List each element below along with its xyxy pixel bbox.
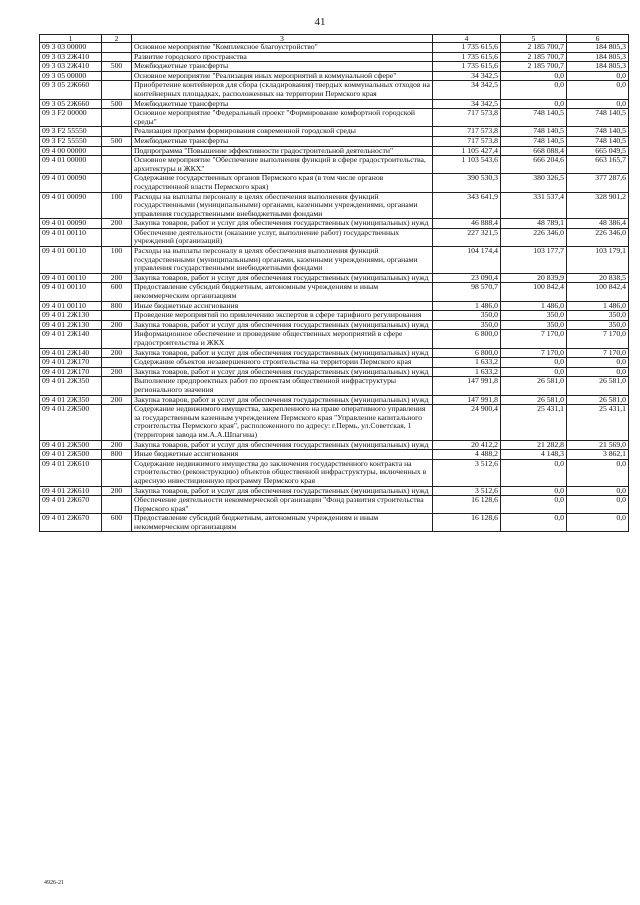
amount-col4-cell: 717 573,8 xyxy=(433,127,501,137)
amount-col4-cell: 34 342,5 xyxy=(433,99,501,109)
table-row xyxy=(40,146,629,156)
row-code-cell: 09 4 01 2Ж140 xyxy=(40,348,102,358)
expense-type-cell: 200 xyxy=(102,367,132,377)
expense-type-cell xyxy=(102,496,132,514)
amount-col6-cell: 0,0 xyxy=(567,459,629,486)
description-cell: Обеспечение деятельности (оказание услуг, выполнение работ) государственных учреждений (организаций) xyxy=(132,228,433,246)
amount-col6-cell: 25 431,1 xyxy=(567,405,629,440)
expense-type-cell: 100 xyxy=(102,247,132,274)
amount-col6-cell: 3 862,1 xyxy=(567,450,629,460)
amount-col5-cell: 7 170,0 xyxy=(501,348,567,358)
amount-col5-cell: 350,0 xyxy=(501,320,567,330)
row-code-cell: 09 4 01 2Ж500 xyxy=(40,405,102,440)
amount-col6-cell: 0,0 xyxy=(567,486,629,496)
amount-col5-cell: 26 581,0 xyxy=(501,395,567,405)
footer-code: 4926-21 xyxy=(44,880,64,886)
expense-type-cell xyxy=(102,311,132,321)
amount-col6-cell: 226 346,0 xyxy=(567,228,629,246)
amount-col6-cell: 20 838,5 xyxy=(567,273,629,283)
description-cell: Расходы на выплаты персоналу в целях обеспечения выполнения функций государственными (муниципальными) органами, казенными учреждениями, органами управления государственными внебюджетными фондами xyxy=(132,192,433,219)
table-row xyxy=(40,273,629,283)
row-code-cell: 09 3 05 2Ж660 xyxy=(40,81,102,99)
description-cell: Закупка товаров, работ и услуг для обеспечения государственных (муниципальных) нужд xyxy=(132,320,433,330)
expense-type-cell xyxy=(102,81,132,99)
table-row xyxy=(40,99,629,109)
amount-col6-cell: 7 170,0 xyxy=(567,348,629,358)
amount-col4-cell: 34 342,5 xyxy=(433,71,501,81)
expense-type-cell xyxy=(102,174,132,192)
expense-type-cell: 800 xyxy=(102,301,132,311)
amount-col5-cell: 1 486,0 xyxy=(501,301,567,311)
description-cell: Информационное обеспечение и проведение общественных мероприятий в сфере градостроительства и ЖКХ xyxy=(132,330,433,348)
row-code-cell: 09 3 03 00000 xyxy=(40,43,102,53)
table-row xyxy=(40,450,629,460)
row-code-cell: 09 4 01 00110 xyxy=(40,247,102,274)
table-row xyxy=(40,358,629,368)
amount-col6-cell: 0,0 xyxy=(567,71,629,81)
description-cell: Приобретение контейнеров для сбора (складирования) твердых коммунальных отходов на контейнерных площадках, расположенных на территории Пермского края xyxy=(132,81,433,99)
table-row xyxy=(40,301,629,311)
expense-type-cell: 200 xyxy=(102,440,132,450)
amount-col6-cell: 350,0 xyxy=(567,311,629,321)
amount-col5-cell: 2 185 700,7 xyxy=(501,62,567,72)
table-row xyxy=(40,62,629,72)
row-code-cell: 09 3 F2 55550 xyxy=(40,136,102,146)
description-cell: Межбюджетные трансферты xyxy=(132,99,433,109)
row-code-cell: 09 4 01 2Ж130 xyxy=(40,320,102,330)
amount-col5-cell: 380 326,5 xyxy=(501,174,567,192)
description-cell: Проведение мероприятий по привлечению экспертов в сфере тарифного регулирования xyxy=(132,311,433,321)
table-row xyxy=(40,320,629,330)
amount-col6-cell: 0,0 xyxy=(567,358,629,368)
amount-col4-cell: 4 488,2 xyxy=(433,450,501,460)
amount-col6-cell: 7 170,0 xyxy=(567,330,629,348)
table-row xyxy=(40,514,629,532)
amount-col6-cell: 663 165,7 xyxy=(567,156,629,174)
description-cell: Содержание недвижимого имущества до заключения государственного контракта на строительство (реконструкцию) объектов общественной инфраструктуры, включенных в адресную инвестиционную программу Пермского края xyxy=(132,459,433,486)
amount-col5-cell: 748 140,5 xyxy=(501,136,567,146)
amount-col5-cell: 48 789,1 xyxy=(501,219,567,229)
amount-col5-cell: 25 431,1 xyxy=(501,405,567,440)
expense-type-cell xyxy=(102,109,132,127)
amount-col5-cell: 103 177,7 xyxy=(501,247,567,274)
amount-col4-cell: 390 530,3 xyxy=(433,174,501,192)
table-row xyxy=(40,283,629,301)
table-row xyxy=(40,81,629,99)
amount-col4-cell: 6 800,0 xyxy=(433,348,501,358)
amount-col4-cell: 23 090,4 xyxy=(433,273,501,283)
amount-col5-cell: 26 581,0 xyxy=(501,377,567,395)
description-cell: Основное мероприятие "Обеспечение выполнения функций в сфере градостроительства, архитектуры и ЖКХ" xyxy=(132,156,433,174)
description-cell: Основное мероприятие "Реализация иных мероприятий в коммунальной сфере" xyxy=(132,71,433,81)
amount-col4-cell: 16 128,6 xyxy=(433,496,501,514)
amount-col5-cell: 666 204,6 xyxy=(501,156,567,174)
table-row xyxy=(40,219,629,229)
table-row xyxy=(40,109,629,127)
table-row xyxy=(40,348,629,358)
table-row xyxy=(40,127,629,137)
amount-col4-cell: 343 641,9 xyxy=(433,192,501,219)
row-code-cell: 09 3 05 00000 xyxy=(40,71,102,81)
column-header: 3 xyxy=(132,35,433,43)
amount-col4-cell: 227 321,5 xyxy=(433,228,501,246)
row-code-cell: 09 4 01 2Ж170 xyxy=(40,367,102,377)
description-cell: Закупка товаров, работ и услуг для обеспечения государственных (муниципальных) нужд xyxy=(132,219,433,229)
table-row xyxy=(40,496,629,514)
description-cell: Предоставление субсидий бюджетным, автономным учреждениям и иным некоммерческим организациям xyxy=(132,283,433,301)
amount-col4-cell: 46 888,4 xyxy=(433,219,501,229)
row-code-cell: 09 4 01 2Ж350 xyxy=(40,395,102,405)
description-cell: Подпрограмма "Повышение эффективности градостроительной деятельности" xyxy=(132,146,433,156)
amount-col4-cell: 104 174,4 xyxy=(433,247,501,274)
amount-col4-cell: 350,0 xyxy=(433,320,501,330)
expense-type-cell xyxy=(102,146,132,156)
table-row xyxy=(40,192,629,219)
amount-col5-cell: 0,0 xyxy=(501,81,567,99)
expense-type-cell xyxy=(102,405,132,440)
amount-col4-cell: 1 486,0 xyxy=(433,301,501,311)
amount-col4-cell: 147 991,8 xyxy=(433,395,501,405)
amount-col6-cell: 26 581,0 xyxy=(567,395,629,405)
row-code-cell: 09 4 01 2Ж130 xyxy=(40,311,102,321)
amount-col4-cell: 1 735 615,6 xyxy=(433,52,501,62)
row-code-cell: 09 4 01 2Ж500 xyxy=(40,440,102,450)
row-code-cell: 09 4 01 2Ж170 xyxy=(40,358,102,368)
description-cell: Основное мероприятие "Федеральный проект "Формирование комфортной городской среды" xyxy=(132,109,433,127)
description-cell: Обеспечение деятельности некоммерческой организации "Фонд развития строительства Пермского края" xyxy=(132,496,433,514)
description-cell: Основное мероприятие "Комплексное благоустройство" xyxy=(132,43,433,53)
table-row xyxy=(40,367,629,377)
amount-col5-cell: 0,0 xyxy=(501,514,567,532)
table-row xyxy=(40,228,629,246)
expense-type-cell: 200 xyxy=(102,273,132,283)
expense-type-cell: 200 xyxy=(102,320,132,330)
column-header: 2 xyxy=(102,35,132,43)
row-code-cell: 09 4 01 00110 xyxy=(40,283,102,301)
row-code-cell: 09 4 01 2Ж610 xyxy=(40,486,102,496)
amount-col6-cell: 184 805,3 xyxy=(567,52,629,62)
table-row xyxy=(40,405,629,440)
amount-col5-cell: 331 537,4 xyxy=(501,192,567,219)
row-code-cell: 09 4 00 00000 xyxy=(40,146,102,156)
row-code-cell: 09 4 01 00090 xyxy=(40,174,102,192)
table-body xyxy=(40,43,629,532)
row-code-cell: 09 4 01 00000 xyxy=(40,156,102,174)
amount-col4-cell: 1 633,2 xyxy=(433,358,501,368)
expense-type-cell: 200 xyxy=(102,395,132,405)
column-header: 6 xyxy=(567,35,629,43)
column-header: 4 xyxy=(433,35,501,43)
amount-col5-cell: 0,0 xyxy=(501,459,567,486)
description-cell: Расходы на выплаты персоналу в целях обеспечения выполнения функций государственными (муниципальными) органами, казенными учреждениями, органами управления государственными внебюджетными фондами xyxy=(132,247,433,274)
description-cell: Иные бюджетные ассигнования xyxy=(132,301,433,311)
amount-col5-cell: 2 185 700,7 xyxy=(501,52,567,62)
amount-col4-cell: 16 128,6 xyxy=(433,514,501,532)
amount-col5-cell: 20 839,9 xyxy=(501,273,567,283)
row-code-cell: 09 3 05 2Ж660 xyxy=(40,99,102,109)
amount-col5-cell: 226 346,0 xyxy=(501,228,567,246)
amount-col6-cell: 748 140,5 xyxy=(567,127,629,137)
amount-col6-cell: 100 842,4 xyxy=(567,283,629,301)
amount-col5-cell: 2 185 700,7 xyxy=(501,43,567,53)
row-code-cell: 09 4 01 2Ж610 xyxy=(40,459,102,486)
amount-col5-cell: 748 140,5 xyxy=(501,109,567,127)
amount-col5-cell: 0,0 xyxy=(501,496,567,514)
expense-type-cell xyxy=(102,358,132,368)
amount-col4-cell: 1 735 615,6 xyxy=(433,62,501,72)
page-number: 41 xyxy=(314,16,326,28)
expense-type-cell xyxy=(102,330,132,348)
description-cell: Закупка товаров, работ и услуг для обеспечения государственных (муниципальных) нужд xyxy=(132,395,433,405)
table-row xyxy=(40,395,629,405)
expense-type-cell: 500 xyxy=(102,62,132,72)
amount-col5-cell: 0,0 xyxy=(501,358,567,368)
expense-type-cell xyxy=(102,156,132,174)
row-code-cell: 09 4 01 00110 xyxy=(40,301,102,311)
row-code-cell: 09 4 01 00110 xyxy=(40,228,102,246)
amount-col6-cell: 665 049,5 xyxy=(567,146,629,156)
amount-col6-cell: 0,0 xyxy=(567,496,629,514)
amount-col6-cell: 1 486,0 xyxy=(567,301,629,311)
amount-col6-cell: 103 179,1 xyxy=(567,247,629,274)
expense-type-cell xyxy=(102,43,132,53)
amount-col5-cell: 0,0 xyxy=(501,367,567,377)
amount-col5-cell: 748 140,5 xyxy=(501,127,567,137)
amount-col6-cell: 184 805,3 xyxy=(567,43,629,53)
row-code-cell: 09 4 01 00090 xyxy=(40,219,102,229)
table-row xyxy=(40,311,629,321)
expense-type-cell: 500 xyxy=(102,99,132,109)
amount-col6-cell: 0,0 xyxy=(567,367,629,377)
row-code-cell: 09 3 F2 55550 xyxy=(40,127,102,137)
row-code-cell: 09 4 01 00110 xyxy=(40,273,102,283)
amount-col4-cell: 1 735 615,6 xyxy=(433,43,501,53)
row-code-cell: 09 4 01 2Ж670 xyxy=(40,514,102,532)
amount-col4-cell: 1 105 427,4 xyxy=(433,146,501,156)
row-code-cell: 09 4 01 2Ж500 xyxy=(40,450,102,460)
amount-col6-cell: 26 581,0 xyxy=(567,377,629,395)
table-row xyxy=(40,440,629,450)
row-code-cell: 09 4 01 2Ж670 xyxy=(40,496,102,514)
amount-col6-cell: 0,0 xyxy=(567,81,629,99)
amount-col4-cell: 20 412,2 xyxy=(433,440,501,450)
amount-col4-cell: 717 573,8 xyxy=(433,109,501,127)
table-row xyxy=(40,330,629,348)
description-cell: Реализация программ формирования современной городской среды xyxy=(132,127,433,137)
amount-col5-cell: 350,0 xyxy=(501,311,567,321)
amount-col4-cell: 350,0 xyxy=(433,311,501,321)
amount-col4-cell: 717 573,8 xyxy=(433,136,501,146)
amount-col4-cell: 1 103 543,6 xyxy=(433,156,501,174)
amount-col6-cell: 184 805,3 xyxy=(567,62,629,72)
description-cell: Закупка товаров, работ и услуг для обеспечения государственных (муниципальных) нужд xyxy=(132,486,433,496)
amount-col4-cell: 24 900,4 xyxy=(433,405,501,440)
description-cell: Развитие городского пространства xyxy=(132,52,433,62)
amount-col6-cell: 748 140,5 xyxy=(567,136,629,146)
table-row xyxy=(40,71,629,81)
budget-table xyxy=(39,34,629,532)
description-cell: Закупка товаров, работ и услуг для обеспечения государственных (муниципальных) нужд xyxy=(132,367,433,377)
amount-col4-cell: 3 512,6 xyxy=(433,459,501,486)
amount-col4-cell: 6 800,0 xyxy=(433,330,501,348)
amount-col5-cell: 7 170,0 xyxy=(501,330,567,348)
expense-type-cell: 500 xyxy=(102,136,132,146)
description-cell: Закупка товаров, работ и услуг для обеспечения государственных (муниципальных) нужд xyxy=(132,273,433,283)
amount-col5-cell: 4 148,3 xyxy=(501,450,567,460)
description-cell: Межбюджетные трансферты xyxy=(132,62,433,72)
amount-col4-cell: 3 512,6 xyxy=(433,486,501,496)
row-code-cell: 09 4 01 2Ж350 xyxy=(40,377,102,395)
expense-type-cell: 200 xyxy=(102,219,132,229)
expense-type-cell xyxy=(102,377,132,395)
table-row xyxy=(40,43,629,53)
amount-col4-cell: 1 633,2 xyxy=(433,367,501,377)
expense-type-cell: 600 xyxy=(102,514,132,532)
amount-col4-cell: 98 570,7 xyxy=(433,283,501,301)
amount-col6-cell: 328 901,2 xyxy=(567,192,629,219)
table-row xyxy=(40,174,629,192)
amount-col5-cell: 0,0 xyxy=(501,486,567,496)
description-cell: Закупка товаров, работ и услуг для обеспечения государственных (муниципальных) нужд xyxy=(132,348,433,358)
table-row xyxy=(40,459,629,486)
amount-col6-cell: 0,0 xyxy=(567,99,629,109)
expense-type-cell xyxy=(102,459,132,486)
amount-col5-cell: 100 842,4 xyxy=(501,283,567,301)
amount-col4-cell: 147 991,8 xyxy=(433,377,501,395)
row-code-cell: 09 3 03 2Ж410 xyxy=(40,62,102,72)
expense-type-cell: 200 xyxy=(102,486,132,496)
amount-col6-cell: 377 287,6 xyxy=(567,174,629,192)
table-row xyxy=(40,156,629,174)
amount-col6-cell: 48 386,4 xyxy=(567,219,629,229)
amount-col6-cell: 748 140,5 xyxy=(567,109,629,127)
description-cell: Выполнение предпроектных работ по проектам общественной инфраструктуры регионального значения xyxy=(132,377,433,395)
row-code-cell: 09 4 01 00090 xyxy=(40,192,102,219)
table-row xyxy=(40,377,629,395)
description-cell: Содержание недвижимого имущества, закрепленного на праве оперативного управления за государственным казенным учреждением Пермского края "Управление капитального строительства Пермского края", расположенного по адресу: г.Пермь, ул.Советская, 1 (территория завода им.А.А.Шпагина) xyxy=(132,405,433,440)
amount-col6-cell: 350,0 xyxy=(567,320,629,330)
description-cell: Предоставление субсидий бюджетным, автономным учреждениям и иным некоммерческим организациям xyxy=(132,514,433,532)
amount-col6-cell: 0,0 xyxy=(567,514,629,532)
expense-type-cell xyxy=(102,127,132,137)
expense-type-cell: 600 xyxy=(102,283,132,301)
table-row xyxy=(40,52,629,62)
expense-type-cell: 200 xyxy=(102,348,132,358)
table-row xyxy=(40,486,629,496)
expense-type-cell xyxy=(102,71,132,81)
column-header: 1 xyxy=(40,35,102,43)
amount-col5-cell: 0,0 xyxy=(501,99,567,109)
amount-col4-cell: 34 342,5 xyxy=(433,81,501,99)
row-code-cell: 09 3 F2 00000 xyxy=(40,109,102,127)
amount-col5-cell: 21 282,8 xyxy=(501,440,567,450)
description-cell: Закупка товаров, работ и услуг для обеспечения государственных (муниципальных) нужд xyxy=(132,440,433,450)
expense-type-cell: 800 xyxy=(102,450,132,460)
row-code-cell: 09 4 01 2Ж140 xyxy=(40,330,102,348)
expense-type-cell xyxy=(102,228,132,246)
table-header-row xyxy=(40,35,629,43)
amount-col5-cell: 668 088,4 xyxy=(501,146,567,156)
description-cell: Иные бюджетные ассигнования xyxy=(132,450,433,460)
row-code-cell: 09 3 03 2Ж410 xyxy=(40,52,102,62)
table-row xyxy=(40,247,629,274)
table-row xyxy=(40,136,629,146)
expense-type-cell: 100 xyxy=(102,192,132,219)
description-cell: Межбюджетные трансферты xyxy=(132,136,433,146)
amount-col5-cell: 0,0 xyxy=(501,71,567,81)
description-cell: Содержание объектов незавершенного строительства на территории Пермского края xyxy=(132,358,433,368)
expense-type-cell xyxy=(102,52,132,62)
description-cell: Содержание государственных органов Пермского края (в том числе органов государственной власти Пермского края) xyxy=(132,174,433,192)
column-header: 5 xyxy=(501,35,567,43)
amount-col6-cell: 21 569,0 xyxy=(567,440,629,450)
